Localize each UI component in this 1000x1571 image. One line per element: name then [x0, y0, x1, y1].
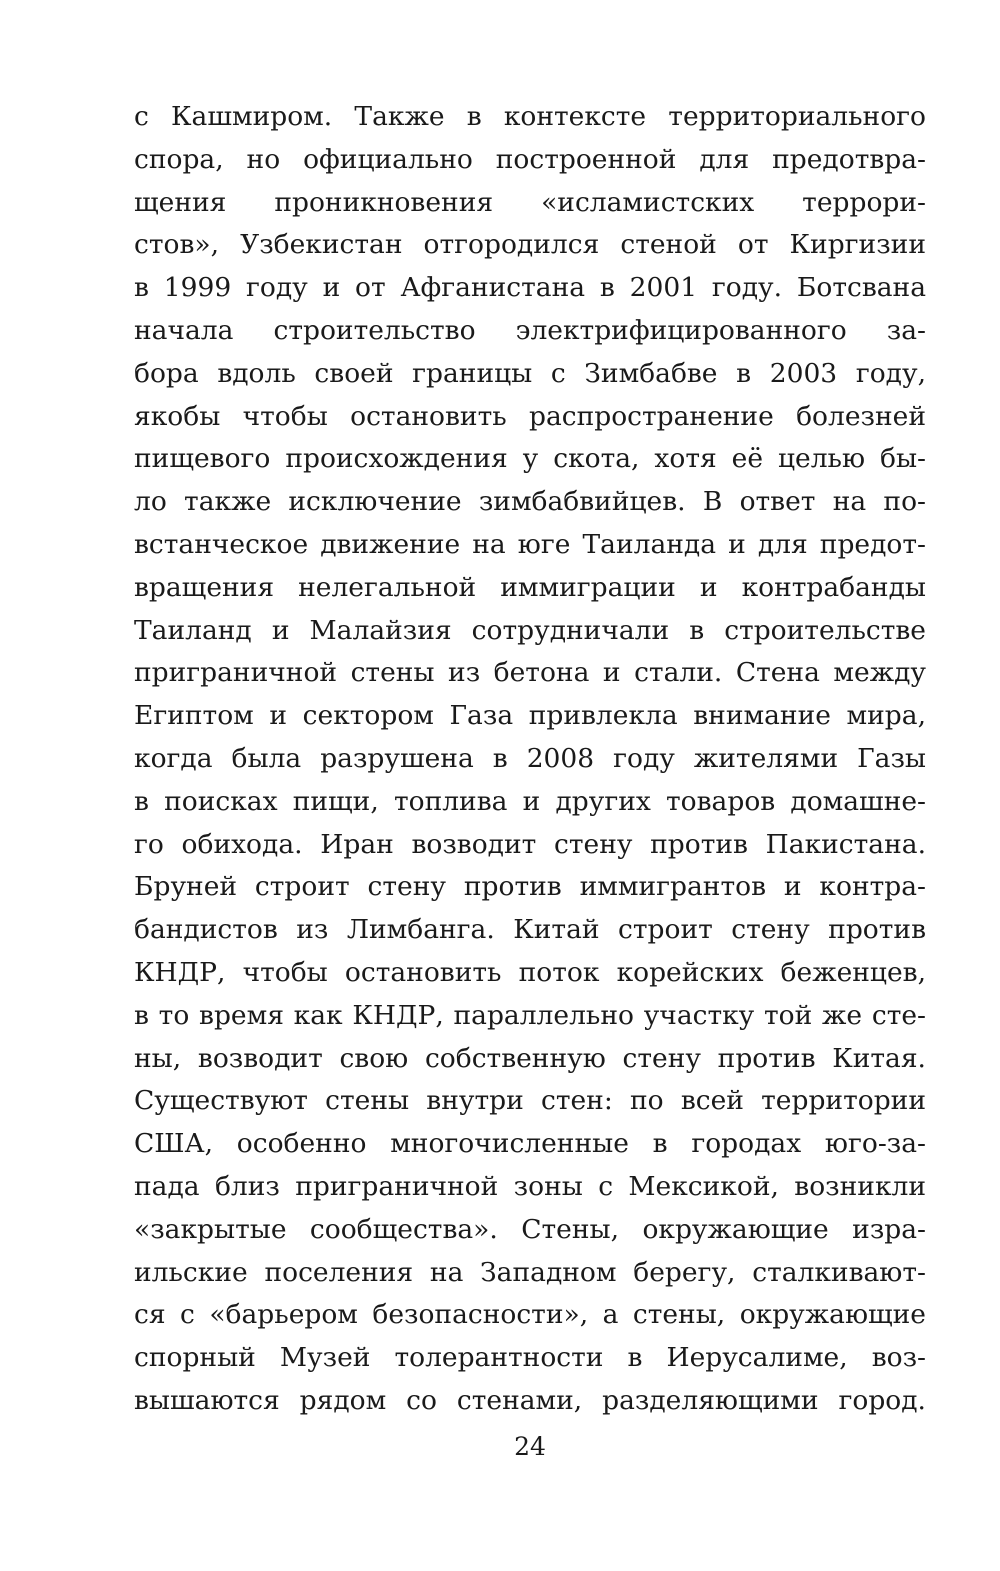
- body-text: [134, 96, 926, 1423]
- text-line: спора, но официально построенной для предотвра-: [134, 143, 926, 175]
- text-line: стов», Узбекистан отгородился стеной от Киргизии: [134, 229, 926, 261]
- text-line: бандистов из Лимбанга. Китай строит стену против: [134, 914, 926, 946]
- text-line: в 1999 году и от Афганистана в 2001 году. Ботсвана: [134, 272, 926, 304]
- text-line: вышаются рядом со стенами, разделяющими город.: [134, 1384, 926, 1416]
- text-line: «закрытые сообщества». Стены, окружающие изра-: [134, 1213, 926, 1245]
- text-line: спорный Музей толерантности в Иерусалиме, воз-: [134, 1342, 926, 1374]
- text-line: ло также исключение зимбабвийцев. В ответ на по-: [134, 486, 926, 518]
- page-number: 24: [514, 1432, 546, 1461]
- text-line: го обихода. Иран возводит стену против Пакистана.: [134, 828, 926, 860]
- text-line: вращения нелегальной иммиграции и контрабанды: [134, 571, 926, 603]
- text-line: Существуют стены внутри стен: по всей территории: [134, 1085, 926, 1117]
- text-line: ильские поселения на Западном берегу, сталкивают-: [134, 1256, 926, 1288]
- text-line: ся с «барьером безопасности», а стены, окружающие: [134, 1299, 926, 1331]
- text-line: Египтом и сектором Газа привлекла внимание мира,: [134, 700, 926, 732]
- text-line: пада близ приграничной зоны с Мексикой, возникли: [134, 1170, 926, 1202]
- text-line: бора вдоль своей границы с Зимбабве в 2003 году,: [134, 357, 926, 389]
- text-line: ны, возводит свою собственную стену против Китая.: [134, 1042, 926, 1074]
- text-line: когда была разрушена в 2008 году жителями Газы: [134, 742, 926, 774]
- text-line: с Кашмиром. Также в контексте территориального: [134, 101, 926, 132]
- text-line: встанческое движение на юге Таиланда и для предот-: [134, 528, 926, 560]
- text-line: в то время как КНДР, параллельно участку той же сте-: [134, 999, 926, 1031]
- text-line: Таиланд и Малайзия сотрудничали в строительстве: [134, 614, 926, 646]
- text-line: пищевого происхождения у скота, хотя её целью бы-: [134, 443, 926, 475]
- text-line: США, особенно многочисленные в городах юго-за-: [134, 1128, 926, 1160]
- text-line: КНДР, чтобы остановить поток корейских беженцев,: [134, 956, 926, 988]
- text-line: щения проникновения «исламистских террори-: [134, 186, 926, 218]
- text-line: начала строительство электрифицированного за-: [134, 314, 926, 346]
- text-line: якобы чтобы остановить распространение болезней: [134, 400, 926, 432]
- text-line: в поисках пищи, топлива и других товаров домашне-: [134, 785, 926, 817]
- text-line: Бруней строит стену против иммигрантов и контра-: [134, 871, 926, 903]
- text-line: приграничной стены из бетона и стали. Стена между: [134, 657, 926, 689]
